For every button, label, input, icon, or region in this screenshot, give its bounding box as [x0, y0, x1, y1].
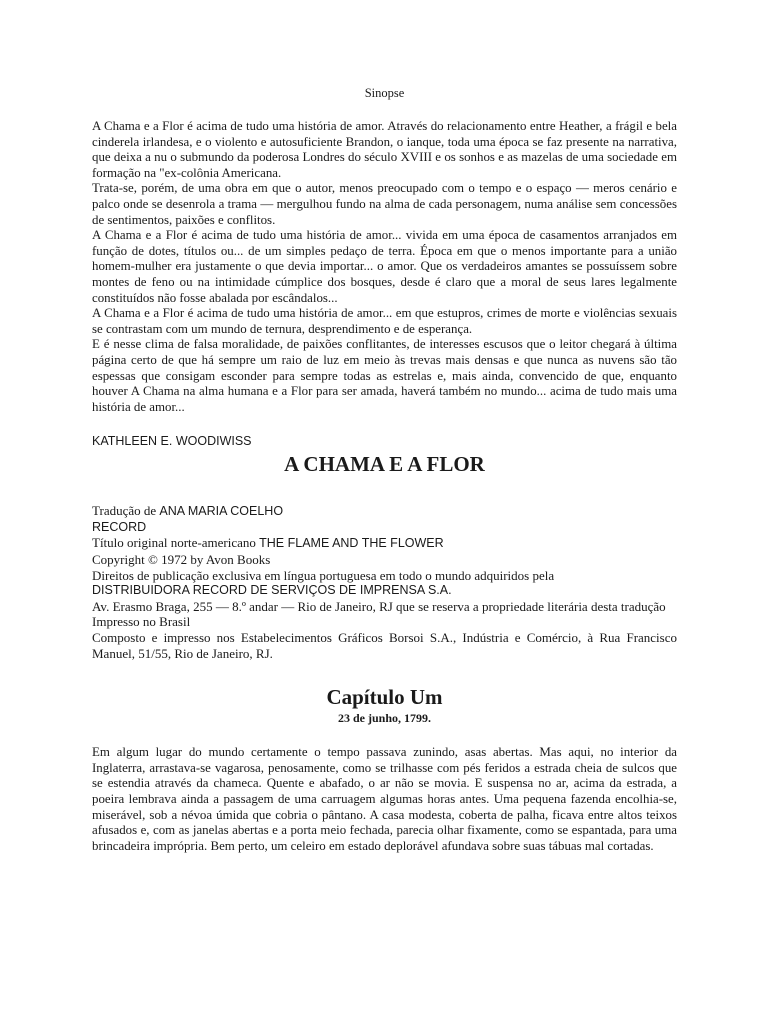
synopsis-paragraph: A Chama e a Flor é acima de tudo uma história de amor... vivida em uma época de casamentos arranjados em função de dotes, títulos ou... de um simples pedaço de terra. Época em que o menos importante para a união homem-mulher era justamente o que devia importar... o amor. Que os verdadeiros amantes se possuíssem sobre montes de feno ou na intimidade cúmplice dos bosques, desde é claro que a moral de seus lares legalmente constituídos não fosse abalada por escândalos...: [92, 228, 677, 305]
book-title: A CHAMA E A FLOR: [284, 452, 485, 477]
document-page: [92, 86, 677, 854]
synopsis-paragraph: A Chama e a Flor é acima de tudo uma história de amor... em que estupros, crimes de morte e violências sexuais se contrastam com um mundo de ternura, desprendimento e de esperança.: [92, 306, 677, 336]
rights-line: Direitos de publicação exclusiva em língua portuguesa em todo o mundo adquiridos pela: [92, 567, 555, 583]
publisher-name: RECORD: [92, 519, 147, 534]
translation-credit: [92, 503, 677, 520]
synopsis-paragraph: E é nesse clima de falsa moralidade, de paixões conflitantes, de interesses escusos que o leitor chegará à última página certo de que há sempre um raio de luz em meio às trevas mais densas e que nunca as nuvens são tão espessas que consigam esconder para sempre todas as estrelas e, mais ainda, convencido de que, enquanto houver A Chama na alma humana e a Flor para ser amada, haverá também no mundo... acima de tudo mais uma história de amor...: [92, 337, 677, 414]
original-title-line: [92, 535, 677, 552]
chapter-date: 23 de junho, 1799.: [337, 711, 432, 726]
synopsis-paragraph: Trata-se, porém, de uma obra em que o autor, menos preocupado com o tempo e o espaço — meros cenário e palco onde se desenrola a trama — mergulhou fundo na alma de cada personagem, numa análise sem concessões de sentimentos, paixões e conflitos.: [92, 181, 677, 227]
address-line: Av. Erasmo Braga, 255 — 8.º andar — Rio de Janeiro, RJ que se reserva a propriedade literária desta tradução: [92, 598, 666, 614]
printed-in-line: Impresso no Brasil: [92, 614, 191, 630]
original-title-prefix: Título original norte-americano: [92, 535, 260, 551]
copyright-line: Copyright © 1972 by Avon Books: [92, 552, 271, 568]
translation-prefix: Tradução de: [92, 503, 160, 519]
synopsis-paragraph: A Chama e a Flor é acima de tudo uma história de amor. Através do relacionamento entre Heather, a frágil e bela cinderela irlandesa, e o violento e autosuficiente Brandon, o ianque, toda uma época se faz presente na narrativa, que deixa a nu o submundo da poderosa Londres do século XVIII e os sonhos e as mazelas de uma sociedade em formação na "ex-colônia Americana.: [92, 119, 677, 180]
translator-name: ANA MARIA COELHO: [159, 504, 284, 519]
distributor-name: DISTRIBUIDORA RECORD DE SERVIÇOS DE IMPRENSA S.A.: [92, 583, 452, 598]
chapter-title: Capítulo Um: [326, 685, 443, 710]
original-title: THE FLAME AND THE FLOWER: [259, 536, 444, 551]
synopsis-heading: Sinopse: [364, 86, 405, 100]
composed-line: Composto e impresso nos Estabelecimentos Gráficos Borsoi S.A., Indústria e Comércio, à Rua Francisco Manuel, 51/55, Rio de Janeiro, RJ.: [92, 630, 677, 661]
chapter-paragraph: Em algum lugar do mundo certamente o tempo passava zunindo, asas abertas. Mas aqui, no interior da Inglaterra, arrastava-se vagarosa, penosamente, como se trilhasse com pés feridos a estrada cheia de sulcos que se estendia através da chameca. Quente e abafado, o ar não se movia. E suspensa no ar, acima da estrada, a poeira lembrava ainda a passagem de uma carruagem algumas horas antes. Uma pequena fazenda encolhia-se, miserável, sob a névoa úmida que cobria o pântano. A casa modesta, coberta de palha, ficava entre altos teixos afusados e, com as janelas abertas e a porta meio fechada, parecia olhar fixamente, como se espantada, para uma brincadeira imprópria. Bem perto, um celeiro em estado deplorável afundava sobre suas tábuas mal cortadas.: [92, 745, 677, 853]
author-name: KATHLEEN E. WOODIWISS: [92, 434, 252, 449]
credits-block: [92, 503, 677, 661]
